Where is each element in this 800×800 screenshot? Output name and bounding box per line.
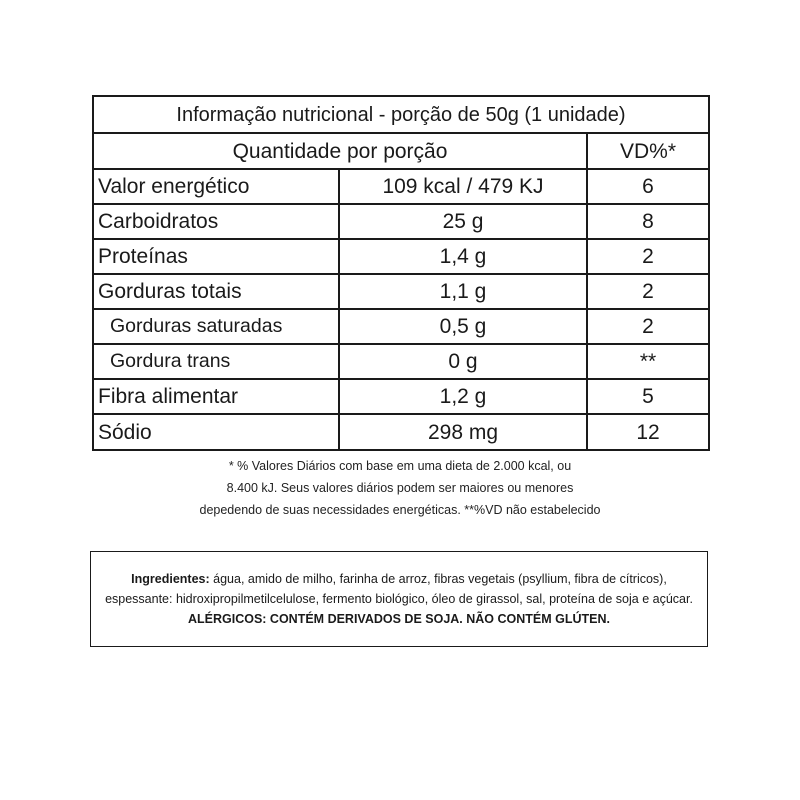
table-row [93, 414, 709, 450]
nutrient-name: Valor energético [93, 169, 339, 204]
nutrient-name: Fibra alimentar [93, 379, 339, 414]
nutrient-name: Gorduras totais [93, 274, 339, 309]
nutrient-amount: 1,1 g [339, 274, 587, 309]
table-row [93, 274, 709, 309]
daily-values-footnote [92, 455, 708, 521]
nutrient-amount: 0 g [339, 344, 587, 379]
footnote-line: * % Valores Diários com base em uma dieta de 2.000 kcal, ou [228, 459, 572, 473]
nutrient-vd: 5 [587, 379, 709, 414]
nutrient-name: Carboidratos [93, 204, 339, 239]
table-header-row [93, 133, 709, 169]
nutrient-amount: 0,5 g [339, 309, 587, 344]
nutrient-name: Gordura trans [93, 344, 339, 379]
nutrient-amount: 25 g [339, 204, 587, 239]
ingredients-text [99, 569, 699, 629]
nutrient-vd: 2 [587, 309, 709, 344]
table-row [93, 379, 709, 414]
nutrient-vd: ** [587, 344, 709, 379]
quantity-header: Quantidade por porção [93, 133, 587, 169]
table-row [93, 239, 709, 274]
nutrient-vd: 2 [587, 239, 709, 274]
table-row [93, 204, 709, 239]
nutrient-vd: 12 [587, 414, 709, 450]
nutrient-vd: 6 [587, 169, 709, 204]
ingredients-list: água, amido de milho, farinha de arroz, fibras vegetais (psyllium, fibra de cítricos), espessante: hidroxipropilmetilcelulose, fermento biológico, óleo de girassol, sal, proteína de soja e açúcar. [105, 572, 693, 606]
table-row [93, 344, 709, 379]
footnote-line: depedendo de suas necessidades energéticas. **%VD não estabelecido [199, 503, 601, 517]
nutrient-name: Gorduras saturadas [93, 309, 339, 344]
allergens-statement: ALÉRGICOS: CONTÉM DERIVADOS DE SOJA. NÃO CONTÉM GLÚTEN. [187, 612, 610, 626]
footnote-line: 8.400 kJ. Seus valores diários podem ser maiores ou menores [226, 481, 574, 495]
vd-header: VD%* [587, 133, 709, 169]
table-title-row [93, 96, 709, 133]
nutrition-facts-table [92, 95, 710, 451]
nutrient-amount: 109 kcal / 479 KJ [339, 169, 587, 204]
table-row [93, 309, 709, 344]
table-row [93, 169, 709, 204]
ingredients-box [90, 551, 708, 647]
nutrient-name: Proteínas [93, 239, 339, 274]
nutrient-vd: 2 [587, 274, 709, 309]
nutrient-amount: 1,4 g [339, 239, 587, 274]
nutrient-vd: 8 [587, 204, 709, 239]
nutrient-amount: 1,2 g [339, 379, 587, 414]
table-title: Informação nutricional - porção de 50g (1 unidade) [93, 96, 709, 133]
nutrient-name: Sódio [93, 414, 339, 450]
ingredients-label: Ingredientes: [131, 572, 210, 586]
nutrient-amount: 298 mg [339, 414, 587, 450]
